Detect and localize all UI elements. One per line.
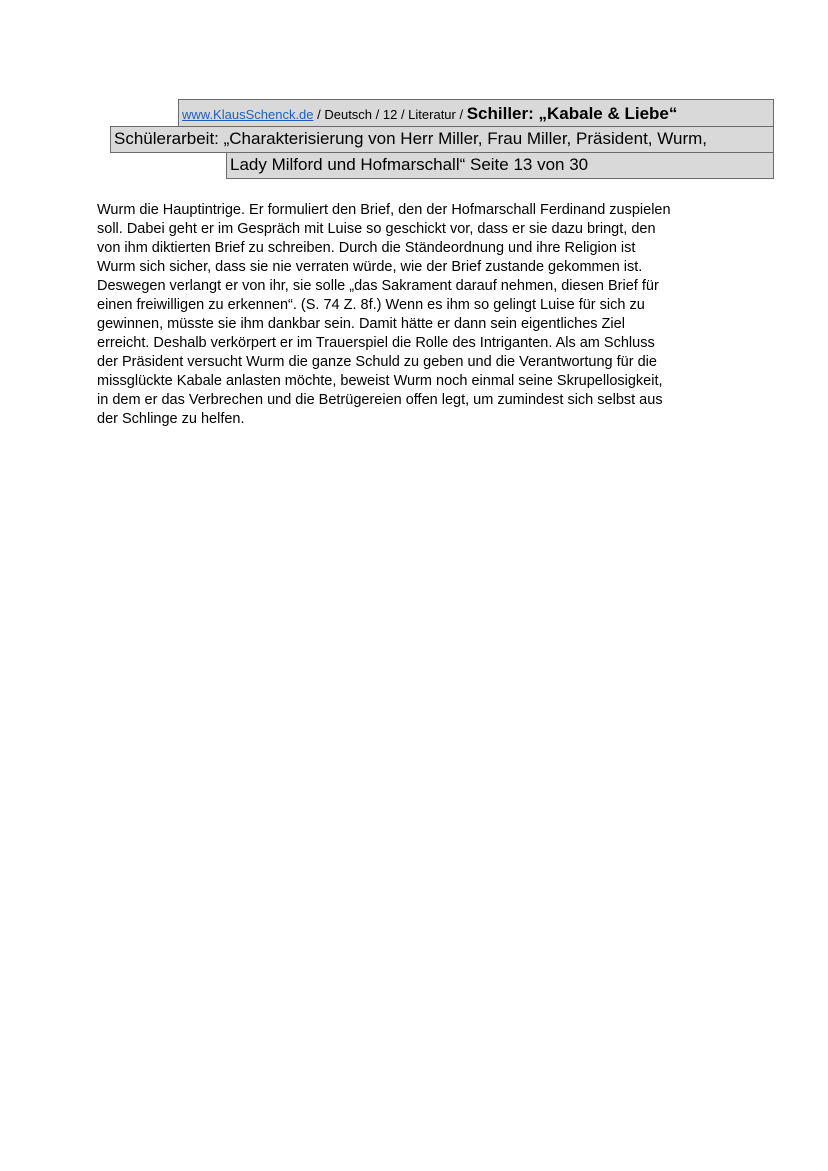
text-line: erreicht. Deshalb verkörpert er im Trauerspiel die Rolle des Intriganten. Als am Schluss: [97, 335, 655, 351]
text-line: soll. Dabei geht er im Gespräch mit Luise so geschickt vor, dass er sie dazu bringt, den: [97, 221, 656, 237]
header-box-title: [178, 99, 774, 127]
body-paragraph: [97, 201, 767, 429]
text-line: Deswegen verlangt er von ihr, sie solle „das Sakrament darauf nehmen, diesen Brief für: [97, 278, 659, 294]
text-line: einen freiwilligen zu erkennen“. (S. 74 Z. 8f.) Wenn es ihm so gelingt Luise für sich zu: [97, 297, 645, 313]
text-line: gewinnen, müsste sie ihm dankbar sein. Damit hätte er dann sein eigentliches Ziel: [97, 316, 625, 332]
header-box-subtitle-2: [226, 152, 774, 179]
subtitle-line-2: Lady Milford und Hofmarschall“ Seite 13 von 30: [230, 155, 589, 174]
breadcrumb-path: / Deutsch / 12 / Literatur /: [313, 107, 467, 122]
subtitle-line-1: Schülerarbeit: „Charakterisierung von Herr Miller, Frau Miller, Präsident, Wurm,: [114, 129, 707, 148]
text-line: in dem er das Verbrechen und die Betrügereien offen legt, um zumindest sich selbst aus: [97, 392, 663, 408]
text-line: Wurm die Hauptintrige. Er formuliert den Brief, den der Hofmarschall Ferdinand zuspielen: [97, 202, 671, 218]
text-line: Wurm sich sicher, dass sie nie verraten würde, wie der Brief zustande gekommen ist.: [97, 259, 643, 275]
text-line: missglückte Kabale anlasten möchte, beweist Wurm noch einmal seine Skrupellosigkeit,: [97, 373, 663, 389]
document-title: Schiller: „Kabale & Liebe“: [466, 104, 678, 123]
header-box-subtitle-1: [110, 126, 774, 153]
text-line: der Schlinge zu helfen.: [97, 411, 245, 427]
site-link[interactable]: www.KlausSchenck.de: [182, 107, 314, 122]
text-line: der Präsident versucht Wurm die ganze Schuld zu geben und die Verantwortung für die: [97, 354, 657, 370]
text-line: von ihm diktierten Brief zu schreiben. Durch die Ständeordnung und ihre Religion ist: [97, 240, 636, 256]
